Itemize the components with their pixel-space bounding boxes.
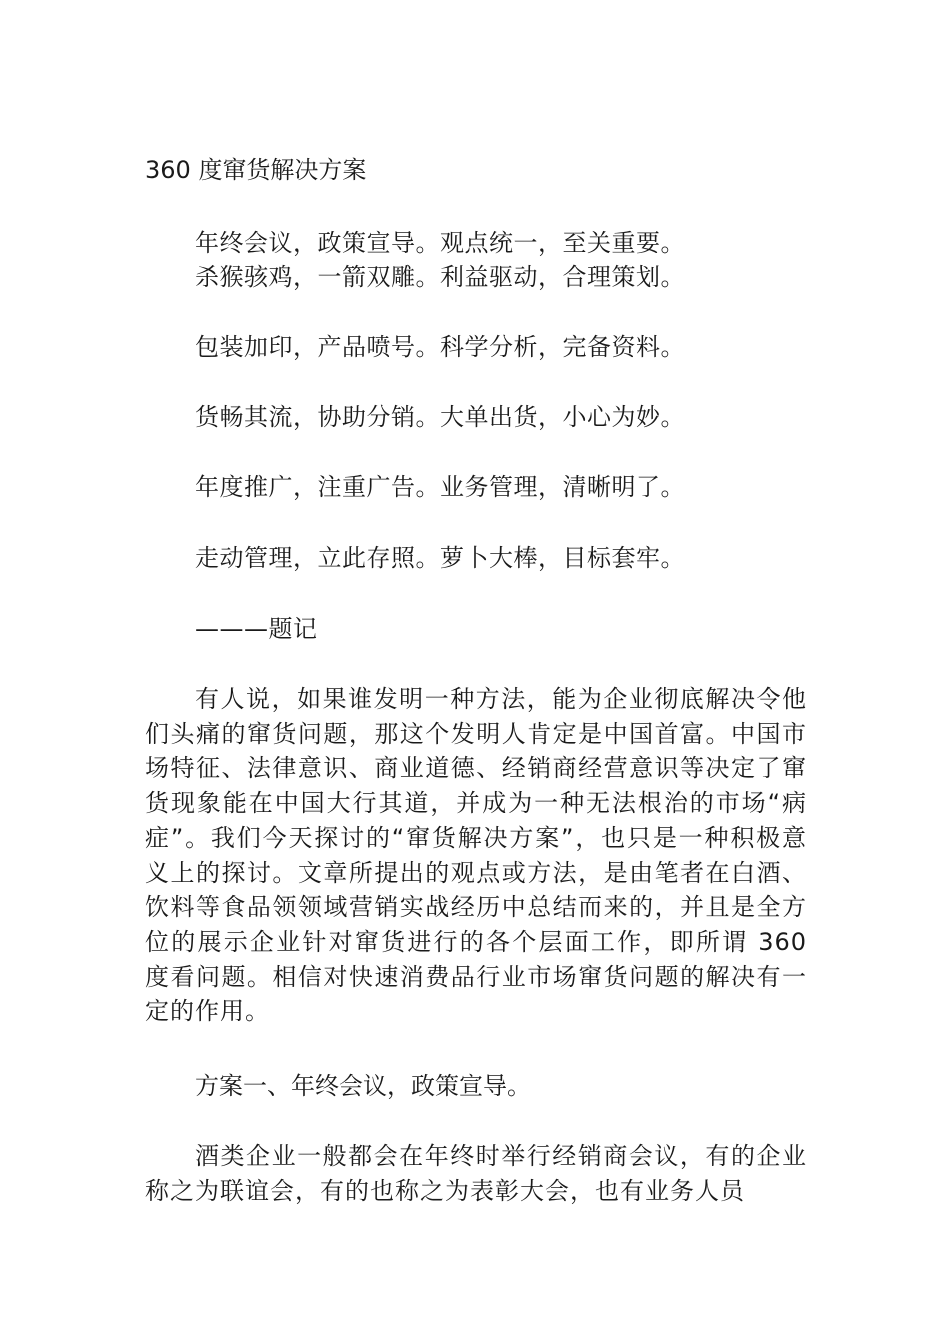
verse-line-2: 杀猴骇鸡，一箭双雕。利益驱动，合理策划。 xyxy=(195,263,685,291)
epigraph-signature: ———题记 xyxy=(195,615,318,643)
verse-line-4: 货畅其流，协助分销。大单出货，小心为妙。 xyxy=(195,403,685,431)
verse-line-1: 年终会议，政策宣导。观点统一，至关重要。 xyxy=(195,229,685,257)
section-1-paragraph: 酒类企业一般都会在年终时举行经销商会议，有的企业称之为联谊会，有的也称之为表彰大会，也有业务人员 xyxy=(145,1142,807,1205)
verse-line-6: 走动管理，立此存照。萝卜大棒，目标套牢。 xyxy=(195,544,685,572)
section-1-heading: 方案一、年终会议，政策宣导。 xyxy=(195,1072,531,1100)
verse-line-3: 包装加印，产品喷号。科学分析，完备资料。 xyxy=(195,333,685,361)
document-title: 360 度窜货解决方案 xyxy=(145,156,367,184)
intro-paragraph: 有人说，如果谁发明一种方法，能为企业彻底解决令他们头痛的窜货问题，那这个发明人肯定是中国首富。中国市场特征、法律意识、商业道德、经销商经营意识等决定了窜货现象能在中国大行其道，并成为一种无法根治的市场“病症”。我们今天探讨的“窜货解决方案”，也只是一种积极意义上的探讨。文章所提出的观点或方法，是由笔者在白酒、饮料等食品领领域营销实战经历中总结而来的，并且是全方位的展示企业针对窜货进行的各个层面工作，即所谓 360 度看问题。相信对快速消费品行业市场窜货问题的解决有一定的作用。 xyxy=(145,685,807,1026)
verse-line-5: 年度推广，注重广告。业务管理，清晰明了。 xyxy=(195,473,685,501)
